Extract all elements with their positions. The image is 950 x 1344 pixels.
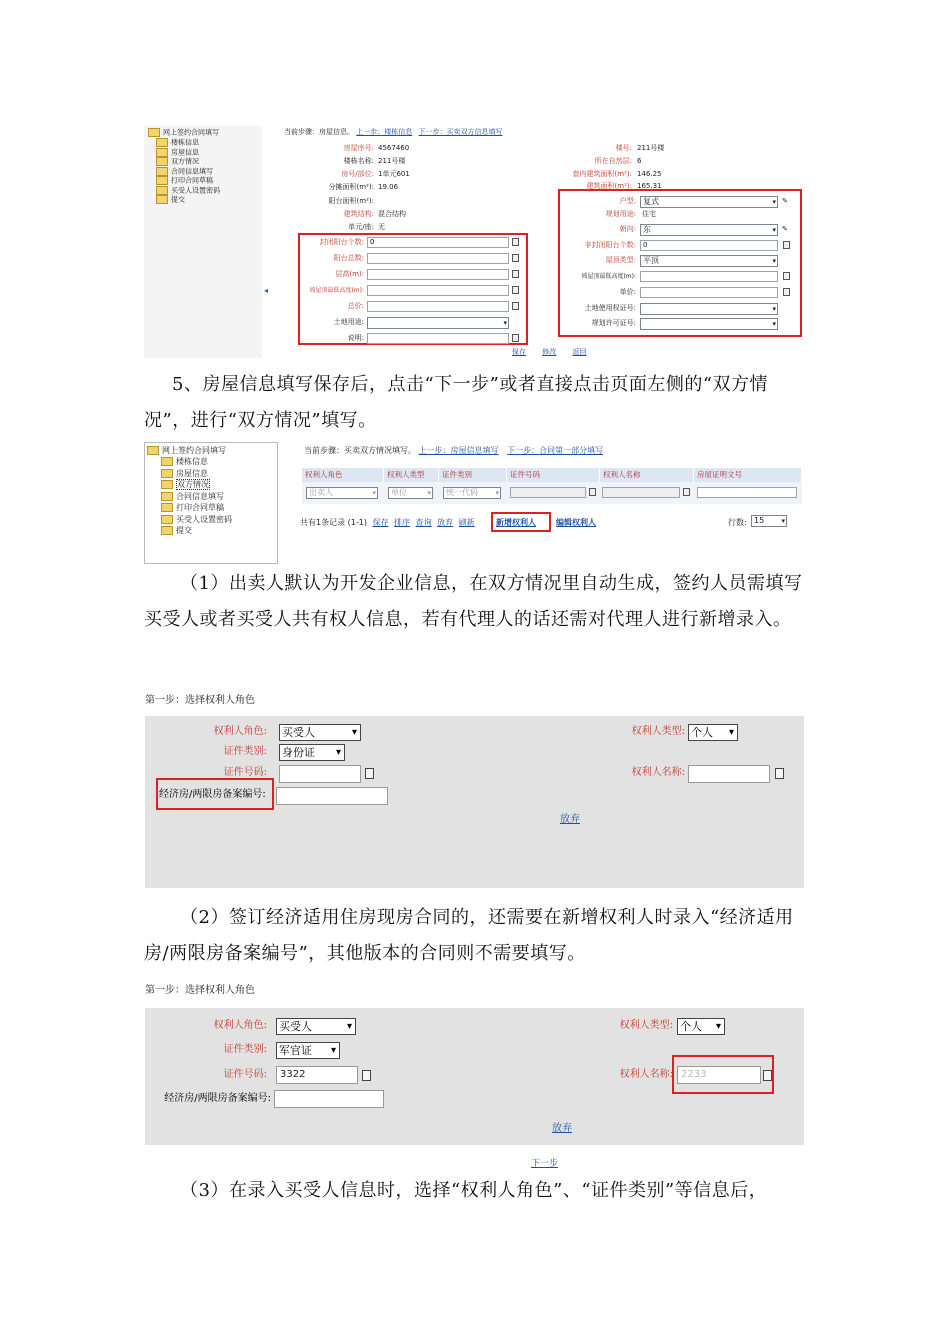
record-no-input[interactable] [274,1090,384,1108]
owner-form-1: 权利人角色: 买受人 ▾ 权利人类型: 个人 ▾ 证件类别: 身份证 ▾ 证件号码: 权利人名称: 经济房/两限房备案编号: 放弃 [145,716,804,888]
role-select[interactable]: 买受人 ▾ [276,1018,356,1035]
calendar-icon[interactable] [783,288,790,296]
cert-no-input[interactable]: 3322 [276,1066,358,1084]
folder-icon [156,186,168,195]
tree-item-building[interactable]: 楼栋信息 [161,457,232,469]
folder-icon [156,138,168,147]
calendar-icon[interactable] [512,254,519,262]
nav-tree: 网上签约合同填写 楼栋信息 房屋信息 双方情况 合同信息填写 打印合同草稿 买受人设置密码 提交 [144,442,278,564]
calendar-icon[interactable] [783,241,790,249]
tree-item-submit[interactable]: 提交 [161,526,232,538]
next-step-link[interactable]: 下一步 [531,1159,559,1169]
folder-icon [161,457,173,466]
paragraph-note1: （1）出卖人默认为开发企业信息，在双方情况里自动生成，签约人员需填写买受人或者买受人共有权人信息，若有代理人的话还需对代理人进行新增录入。 [144,573,803,630]
balcony-total-input[interactable] [367,253,509,264]
calendar-icon[interactable] [512,334,519,342]
land-use-select[interactable] [367,317,509,329]
header-cert: 证件类别 [439,468,507,482]
calendar-icon[interactable] [775,768,784,779]
header-type: 权利人类型 [384,468,439,482]
step-line: 当前步骤：房屋信息。 上一步：楼栋信息 下一步：买卖双方信息填写 [284,128,503,136]
collapse-arrow-icon[interactable]: ◂ [264,286,269,295]
nav-tree [144,126,262,358]
abandon-link[interactable]: 放弃 [552,1123,572,1134]
prev-step-link[interactable]: 上一步：楼栋信息 [356,128,413,136]
land-cert-select[interactable] [640,303,778,315]
floor-height-input[interactable] [367,269,509,280]
save-link[interactable]: 保存 [512,348,526,356]
folder-icon [161,469,173,478]
roof-type-select[interactable]: 平顶 ▾ [640,255,778,267]
folder-icon [161,503,173,512]
unit-price-input[interactable] [640,287,778,298]
prev-step-link[interactable]: 上一步：房屋信息填写 [418,446,499,455]
back-link[interactable]: 返回 [572,348,587,356]
planning-permit-select[interactable] [640,318,778,330]
calendar-icon[interactable] [683,488,690,496]
paragraph-note2: （2）签订经济适用住房现房合同的，还需要在新增权利人时录入“经济适用房/两限房备案编号”，其他版本的合同则不需要填写。 [144,907,794,964]
folder-icon [148,128,160,137]
query-link[interactable]: 查询 [415,518,432,527]
folder-icon [161,480,173,489]
next-step-link[interactable]: 下一步：合同第一部分填写 [507,446,604,455]
owner-name-input[interactable]: 2233 [677,1066,761,1084]
note-input[interactable] [367,333,509,344]
folder-icon [156,195,168,204]
tree-item-house[interactable]: 房屋信息 [156,148,220,158]
action-row [300,517,475,528]
cert-select[interactable]: 统一代码 ▾ [443,487,501,499]
parties-screenshot [144,442,804,564]
paragraph-step5: 5、房屋信息填写保存后，点击“下一步”或者直接点击页面左侧的“双方情况”，进行“双方情况”填写。 [144,374,769,431]
tree-item-password[interactable]: 买受人设置密码 [161,515,232,527]
tree-item-parties[interactable]: 双方情况 [161,480,232,492]
edit-icon[interactable]: ✎ [782,225,788,233]
next-step-link[interactable]: 下一步：买卖双方信息填写 [418,128,503,136]
roof-height-input[interactable] [367,285,509,296]
calendar-icon[interactable] [512,286,519,294]
owner-type-select[interactable]: 个人 ▾ [677,1018,725,1035]
parties-grid [302,468,802,504]
paragraph-note3: （3）在录入买受人信息时，选择“权利人角色”、“证件类别”等信息后， [180,1180,768,1201]
add-owner-button[interactable]: 新增权利人 [496,518,536,527]
calendar-icon[interactable] [365,768,374,779]
tree-item-print[interactable]: 打印合同草稿 [156,176,220,186]
owner-name-input[interactable] [688,765,770,783]
refresh-link[interactable]: 刷新 [458,518,475,527]
step-title-1: 第一步：选择权利人角色 [145,695,255,706]
tree-item-parties[interactable]: 双方情况 [156,157,220,167]
edit-owner-button[interactable]: 编辑权利人 [556,518,596,527]
role-select[interactable]: 出卖人 ▾ [306,487,378,499]
header-role: 权利人角色 [302,468,384,482]
role-select[interactable]: 买受人 ▾ [279,724,361,741]
calendar-icon[interactable] [589,488,596,496]
header-cert-no: 证件号码 [507,468,600,482]
tree-item-submit[interactable]: 提交 [156,195,220,205]
owner-type-select[interactable]: 个人 ▾ [688,724,738,741]
tree-item-password[interactable]: 买受人设置密码 [156,186,220,196]
tree-item-house[interactable]: 房屋信息 [161,469,232,481]
cert-no-input[interactable] [510,487,586,498]
step-title-2: 第一步：选择权利人角色 [145,985,255,996]
tree-root: 网上签约合同填写 [163,128,219,137]
cert-type-select[interactable]: 身份证 ▾ [279,744,345,761]
tree-item-contract[interactable]: 合同信息填写 [156,167,220,177]
open-balcony-input[interactable]: 0 [640,240,778,251]
calendar-icon[interactable] [512,302,519,310]
calendar-icon[interactable] [362,1070,371,1081]
folder-icon [156,176,168,185]
folder-icon [161,492,173,501]
folder-icon [156,148,168,157]
bottom-links [512,348,586,357]
house-type-select[interactable]: 复式 ▾ [640,196,778,208]
edit-link[interactable]: 修改 [542,348,557,356]
folder-icon [161,526,173,535]
orientation-select[interactable]: 东 ▾ [640,224,778,236]
owner-form-2: 权利人角色: 买受人 ▾ 权利人类型: 个人 ▾ 证件类别: 军官证 ▾ 证件号码: 3322 权利人名称: 2233 经济房/两限房备案编号: 放弃 [145,1008,804,1145]
folder-icon [147,446,159,455]
roof-min-height-input[interactable] [640,271,778,282]
folder-icon [161,515,173,524]
calendar-icon[interactable] [512,238,519,246]
rows-label: 行数: [728,518,747,527]
rows-select[interactable]: 15 ▾ [751,515,787,527]
folder-icon [156,167,168,176]
calendar-icon[interactable] [783,272,790,280]
edit-icon[interactable]: ✎ [782,197,788,205]
sort-link[interactable]: 排序 [394,518,411,527]
tree-item-print[interactable]: 打印合同草稿 [161,503,232,515]
cert-no-input[interactable] [279,765,361,783]
tree-item-building[interactable]: 楼栋信息 [156,138,220,148]
name-input[interactable] [602,487,680,498]
house-info-screenshot: 网上签约合同填写 楼栋信息 房屋信息 双方情况 合同信息填写 打印合同草稿 买受人设置密码 提交 ◂ 当前步骤：房屋信息。 上一步：楼栋信息 下一步：买卖双方信息填写 房屋序号: 4567460 楼栋名称: 211号楼 房号/部位: 1单元601 分摊面积(m²): 19.06 阳台面积(m²): 建筑结构: 混合结构 单元/座: 无 楼号: 211号楼 所在自然层: 6 套内建筑面积(m²): 146.25 建筑面积(m²): 165.31 封闭阳台个数: 0 阳台总数: 层高(m): 坡屋顶最低高度(m): 总价: 土地用途: ▾ 说明: 户型: 复式 ▾ ✎ 规划用途: 住宅 朝向: 东 ▾ ✎ 非封闭阳台个数: 0 屋顶类型: 平顶 ▾ 坡屋顶最低高度(m): 单价: 土地使用权证号: ▾ 规划许可证号: ▾ 保存 修改 返回 [144,126,804,358]
type-select[interactable]: 单位 ▾ [388,487,433,499]
abandon-link[interactable]: 放弃 [560,814,580,825]
tree-item-contract[interactable]: 合同信息填写 [161,492,232,504]
abandon-link[interactable]: 放弃 [437,518,454,527]
total-price-input[interactable] [367,301,509,312]
calendar-icon[interactable] [763,1070,772,1081]
header-name: 权利人名称 [600,468,694,482]
save-link[interactable]: 保存 [372,518,389,527]
cert-type-select[interactable]: 军官证 ▾ [276,1042,340,1059]
closed-balcony-input[interactable]: 0 [367,237,509,248]
folder-icon [156,157,168,166]
proof-input[interactable] [697,487,797,498]
record-no-input[interactable] [276,787,388,805]
step-line: 当前步骤：买卖双方情况填写。 上一步：房屋信息填写 下一步：合同第一部分填写 [304,446,604,455]
header-proof: 房屋证明文号 [694,468,802,482]
record-count: 共有1条记录 (1-1) [300,518,367,527]
calendar-icon[interactable] [512,270,519,278]
